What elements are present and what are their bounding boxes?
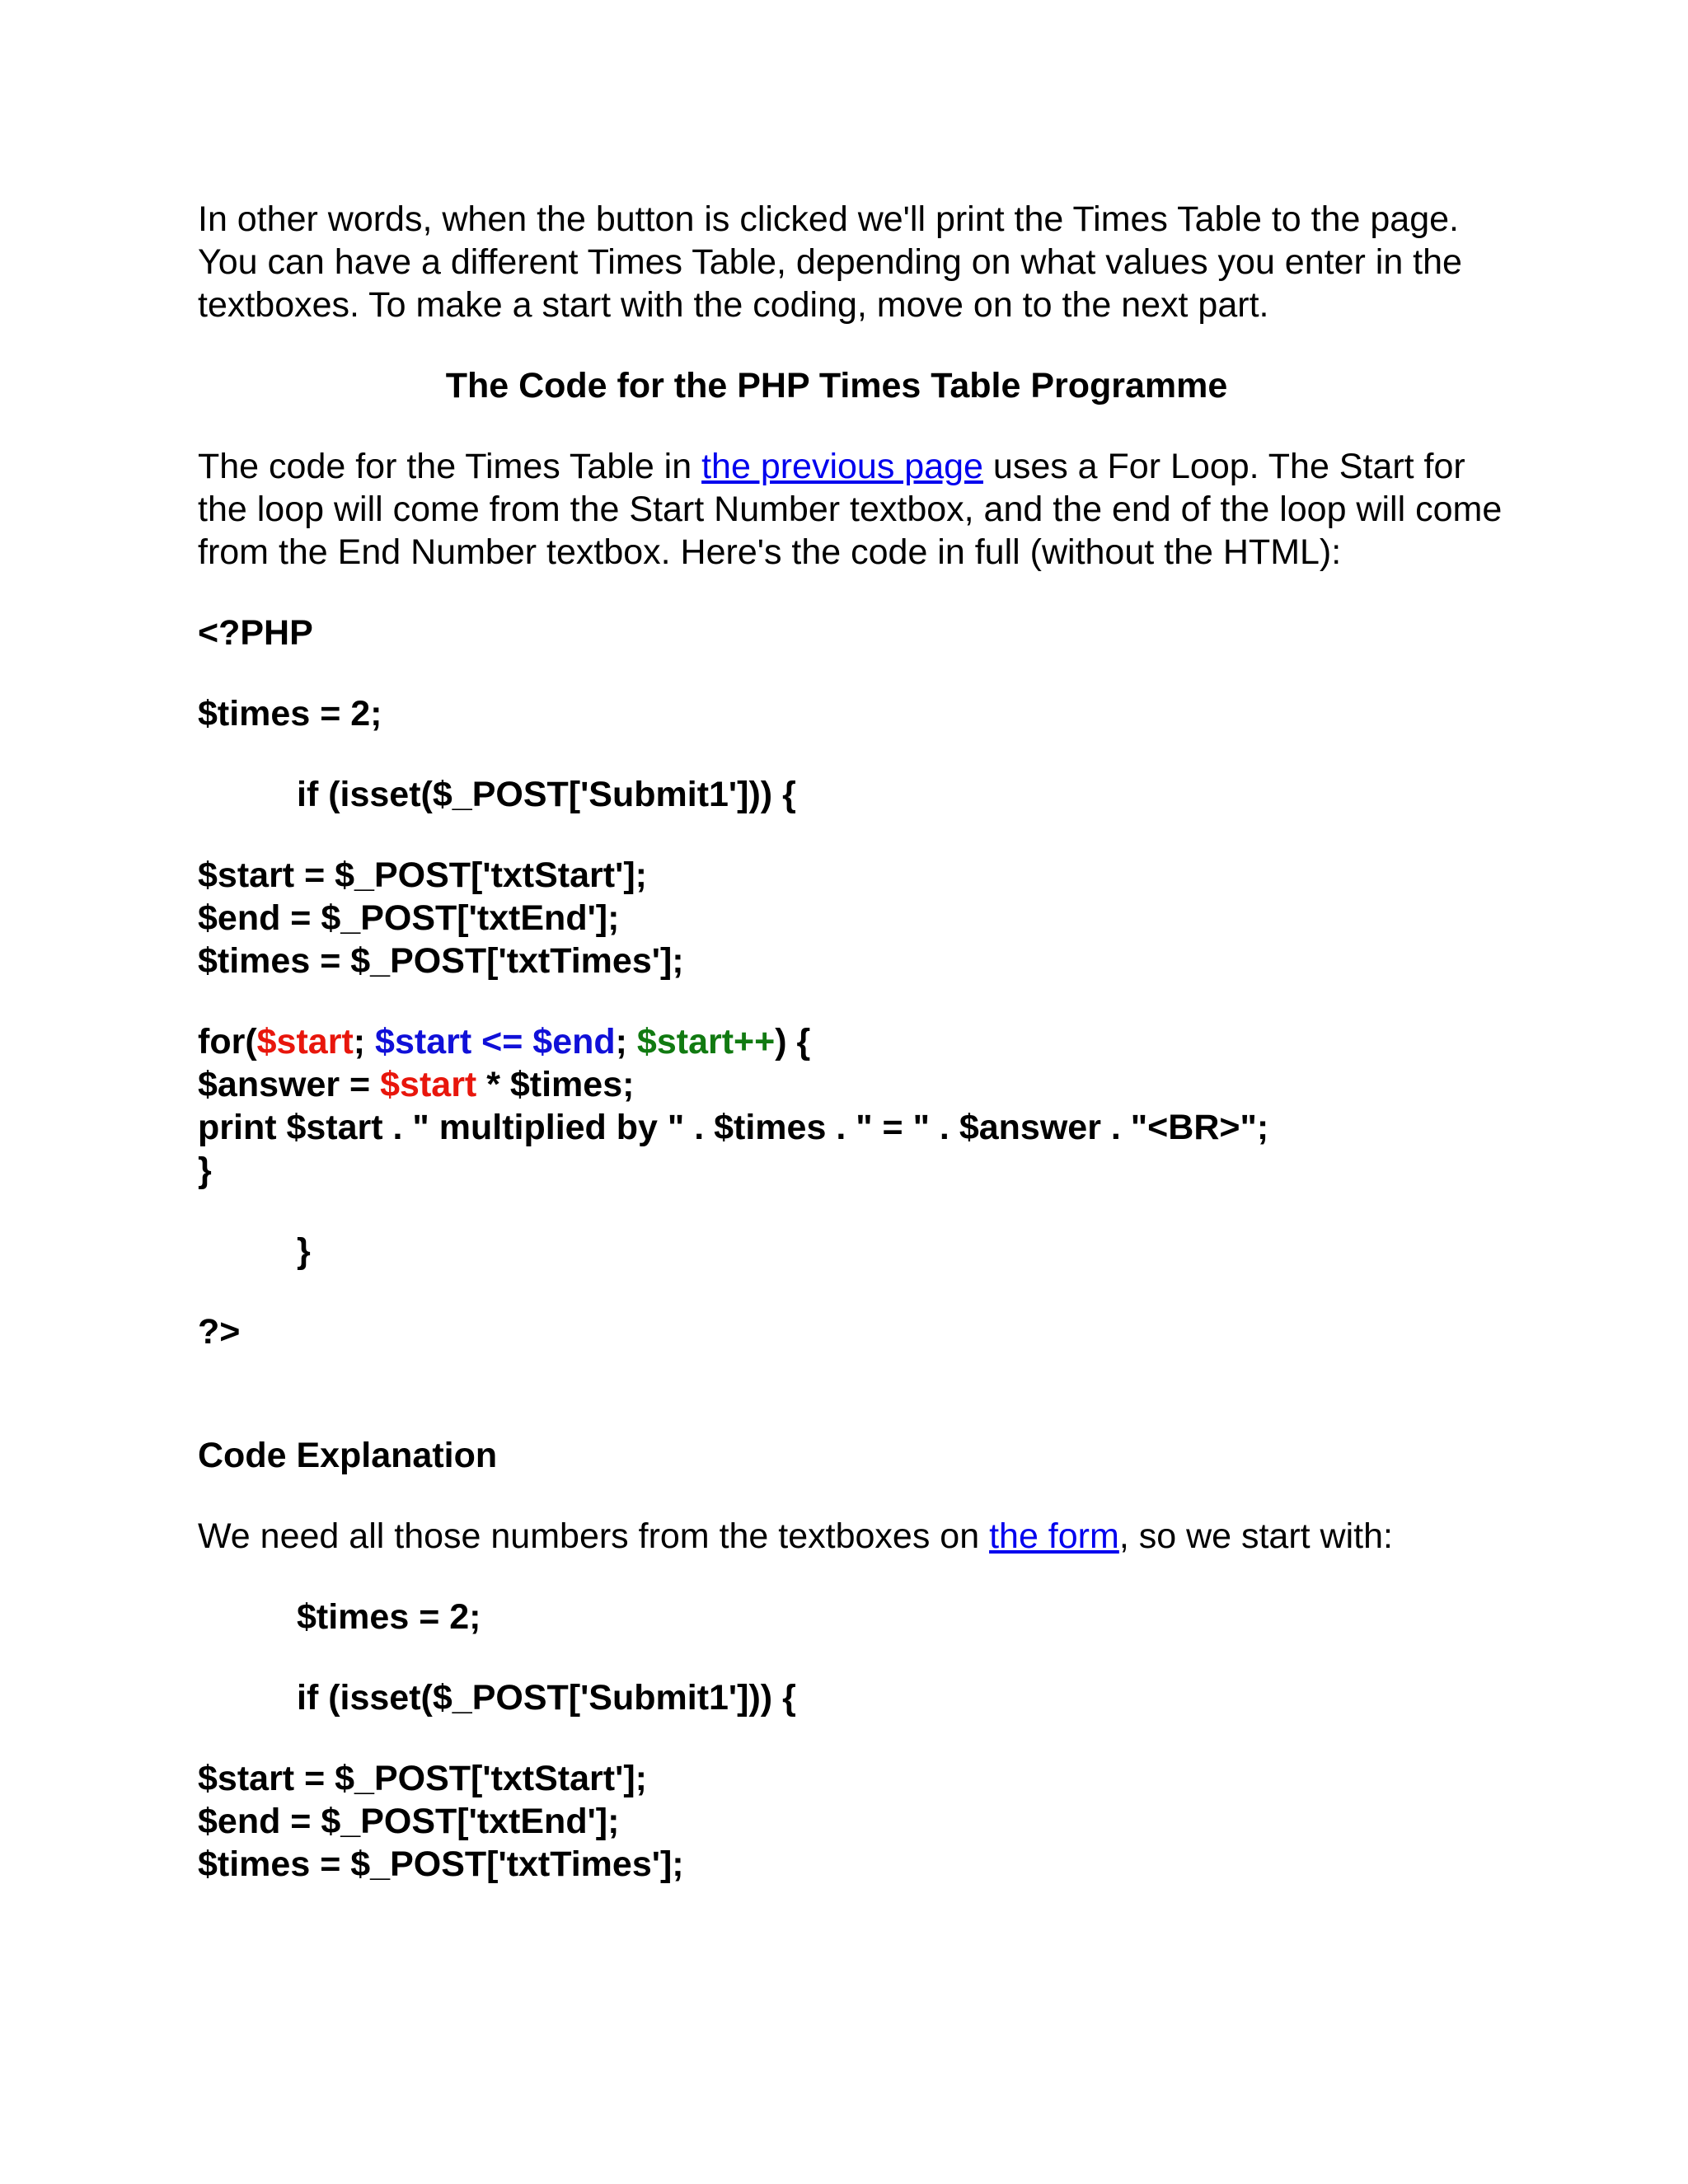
code-close-tag: ?> [198,1312,241,1352]
for-increment: $start++ [636,1022,776,1062]
answer-start: $start [380,1065,477,1104]
answer-prefix: $answer = [198,1065,381,1104]
lead-paragraph [198,445,1517,574]
code-close-for: } [198,1151,212,1190]
explanation-text-before: We need all those numbers from the textboxes on [198,1516,990,1556]
code-assign-end: $end = $_POST['txtEnd']; [198,898,620,938]
explanation-assign-times: $times = $_POST['txtTimes']; [198,1844,684,1884]
code-assign-times: $times = $_POST['txtTimes']; [198,941,684,981]
code-if-line: if (isset($_POST['Submit1'])) { [297,775,796,814]
code-times-init: $times = 2; [198,694,382,733]
for-init: $start [256,1022,354,1062]
code-close-if: } [297,1231,311,1271]
explanation-intro [198,1515,1517,1558]
intro-paragraph: In other words, when the button is clicked we'll print the Times Table to the page. You can have a different Times Table, depending on what values you enter in the textboxes. To make a start with the coding, move on to the next part. [198,199,1462,325]
explanation-assign-end: $end = $_POST['txtEnd']; [198,1802,620,1841]
lead-text-after: uses a For Loop. The Start for the loop will come from the Start Number textbox, and the end of the loop will come from the End Number textbox. Here's the code in full (without the HTML): [198,447,1503,572]
code-listing [198,612,1517,1353]
explanation-if-line: if (isset($_POST['Submit1'])) { [297,1678,796,1718]
section-heading: The Code for the PHP Times Table Programme [445,366,1228,405]
explanation-assign-start: $start = $_POST['txtStart']; [198,1759,647,1798]
code-answer-line [198,1063,1517,1106]
answer-suffix: * $times; [476,1065,635,1104]
for-condition: $start <= $end [375,1022,616,1062]
explanation-text-after: , so we start with: [1118,1516,1393,1556]
explanation-title: Code Explanation [198,1436,498,1475]
code-print-line: print $start . " multiplied by " . $times . " = " . $answer . "<BR>"; [198,1108,1269,1147]
document-page [198,198,1517,1886]
code-for-line [198,1020,1517,1063]
code-assign-start: $start = $_POST['txtStart']; [198,855,647,895]
explanation-times-init: $times = 2; [297,1597,481,1637]
the-form-link[interactable]: the form [989,1516,1119,1556]
previous-page-link[interactable]: the previous page [701,447,983,486]
for-sep1: ; [353,1022,376,1062]
code-open-tag: <?PHP [198,613,313,653]
for-prefix: for( [198,1022,257,1062]
for-sep2: ; [615,1022,637,1062]
for-suffix: ) { [775,1022,811,1062]
lead-text-before: The code for the Times Table in [198,447,702,486]
explanation-code [198,1596,1517,1886]
